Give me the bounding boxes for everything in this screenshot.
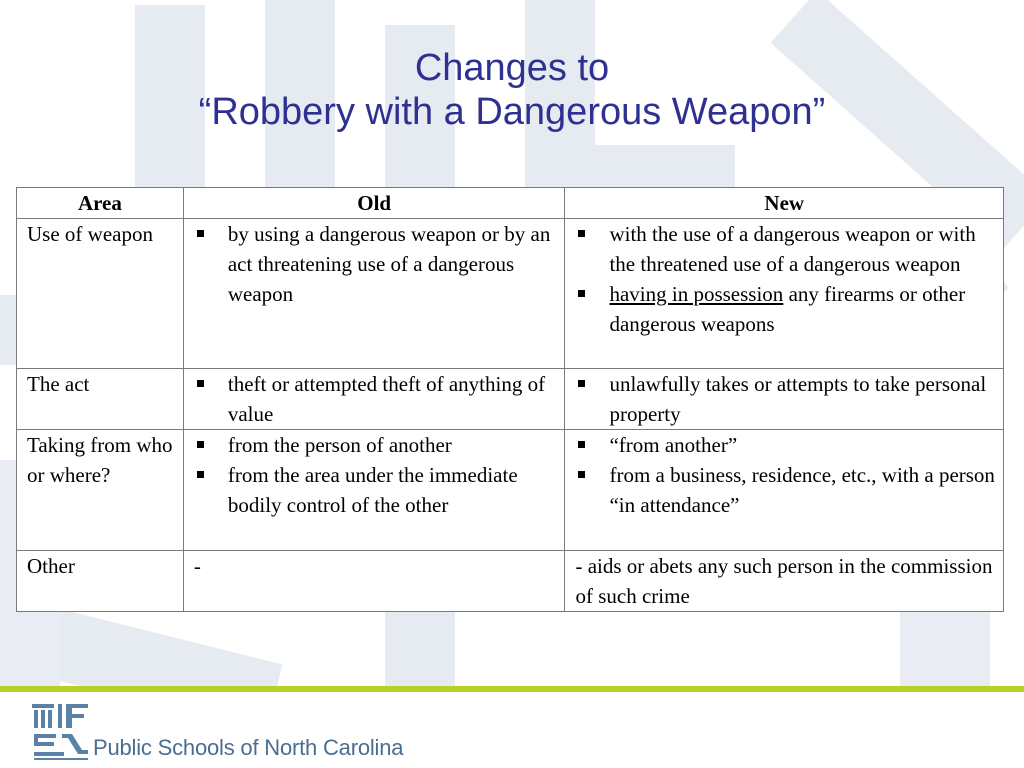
area-cell: Taking from who or where? [17,430,184,551]
bullet-item [575,369,997,429]
slide-title [0,46,1024,134]
bullet-item [575,430,997,460]
new-cell: - aids or abets any such person in the commission of such crime [565,551,1004,612]
bullet-text: by using a dangerous weapon or by an act threatening use of a dangerous weapon [227,222,551,306]
changes-table [16,187,1004,612]
bullet-text: from the area under the immediate bodily control of the other [227,463,518,517]
bullet-item [194,369,559,429]
new-cell [565,369,1004,430]
old-cell [183,430,565,551]
bullet-item [575,279,997,339]
bullet-text: theft or attempted theft of anything of value [227,372,546,426]
old-cell: - [183,551,565,612]
bullet-item [575,460,997,520]
bullet-text: with the use of a dangerous weapon or with the threatened use of a dangerous weapon [609,222,976,276]
old-cell [183,219,565,369]
header-old: Old [183,188,565,219]
new-cell [565,219,1004,369]
square-bullet-icon [197,380,204,387]
table-row [17,369,1004,430]
bullet-text: from a business, residence, etc., with a person “in attendance” [609,463,995,517]
square-bullet-icon [578,471,585,478]
ncdpi-logo-icon [32,702,88,760]
underlined-phrase: having in possession [609,282,784,306]
bullet-text: any firearms or other dangerous weapons [609,282,966,336]
footer-org-name: Public Schools of North Carolina [93,735,404,760]
square-bullet-icon [578,441,585,448]
old-cell [183,369,565,430]
area-cell: Use of weapon [17,219,184,369]
bullet-text: unlawfully takes or attempts to take personal property [609,372,987,426]
area-cell: The act [17,369,184,430]
new-cell [565,430,1004,551]
bullet-item [575,219,997,279]
table-header-row [17,188,1004,219]
bullet-item [194,430,559,460]
area-cell: Other [17,551,184,612]
square-bullet-icon [197,441,204,448]
title-line-1: Changes to [414,47,610,89]
square-bullet-icon [578,290,585,297]
table-row [17,430,1004,551]
header-new: New [565,188,1004,219]
bullet-item [194,460,559,520]
footer-accent-line [0,686,1024,692]
square-bullet-icon [197,471,204,478]
table-row [17,551,1004,612]
title-line-2: “Robbery with a Dangerous Weapon” [198,91,826,133]
square-bullet-icon [578,380,585,387]
square-bullet-icon [197,230,204,237]
bullet-item [194,219,559,309]
table-row [17,219,1004,369]
bullet-text: from the person of another [227,433,452,457]
bullet-text: “from another” [609,433,738,457]
square-bullet-icon [578,230,585,237]
header-area: Area [17,188,184,219]
